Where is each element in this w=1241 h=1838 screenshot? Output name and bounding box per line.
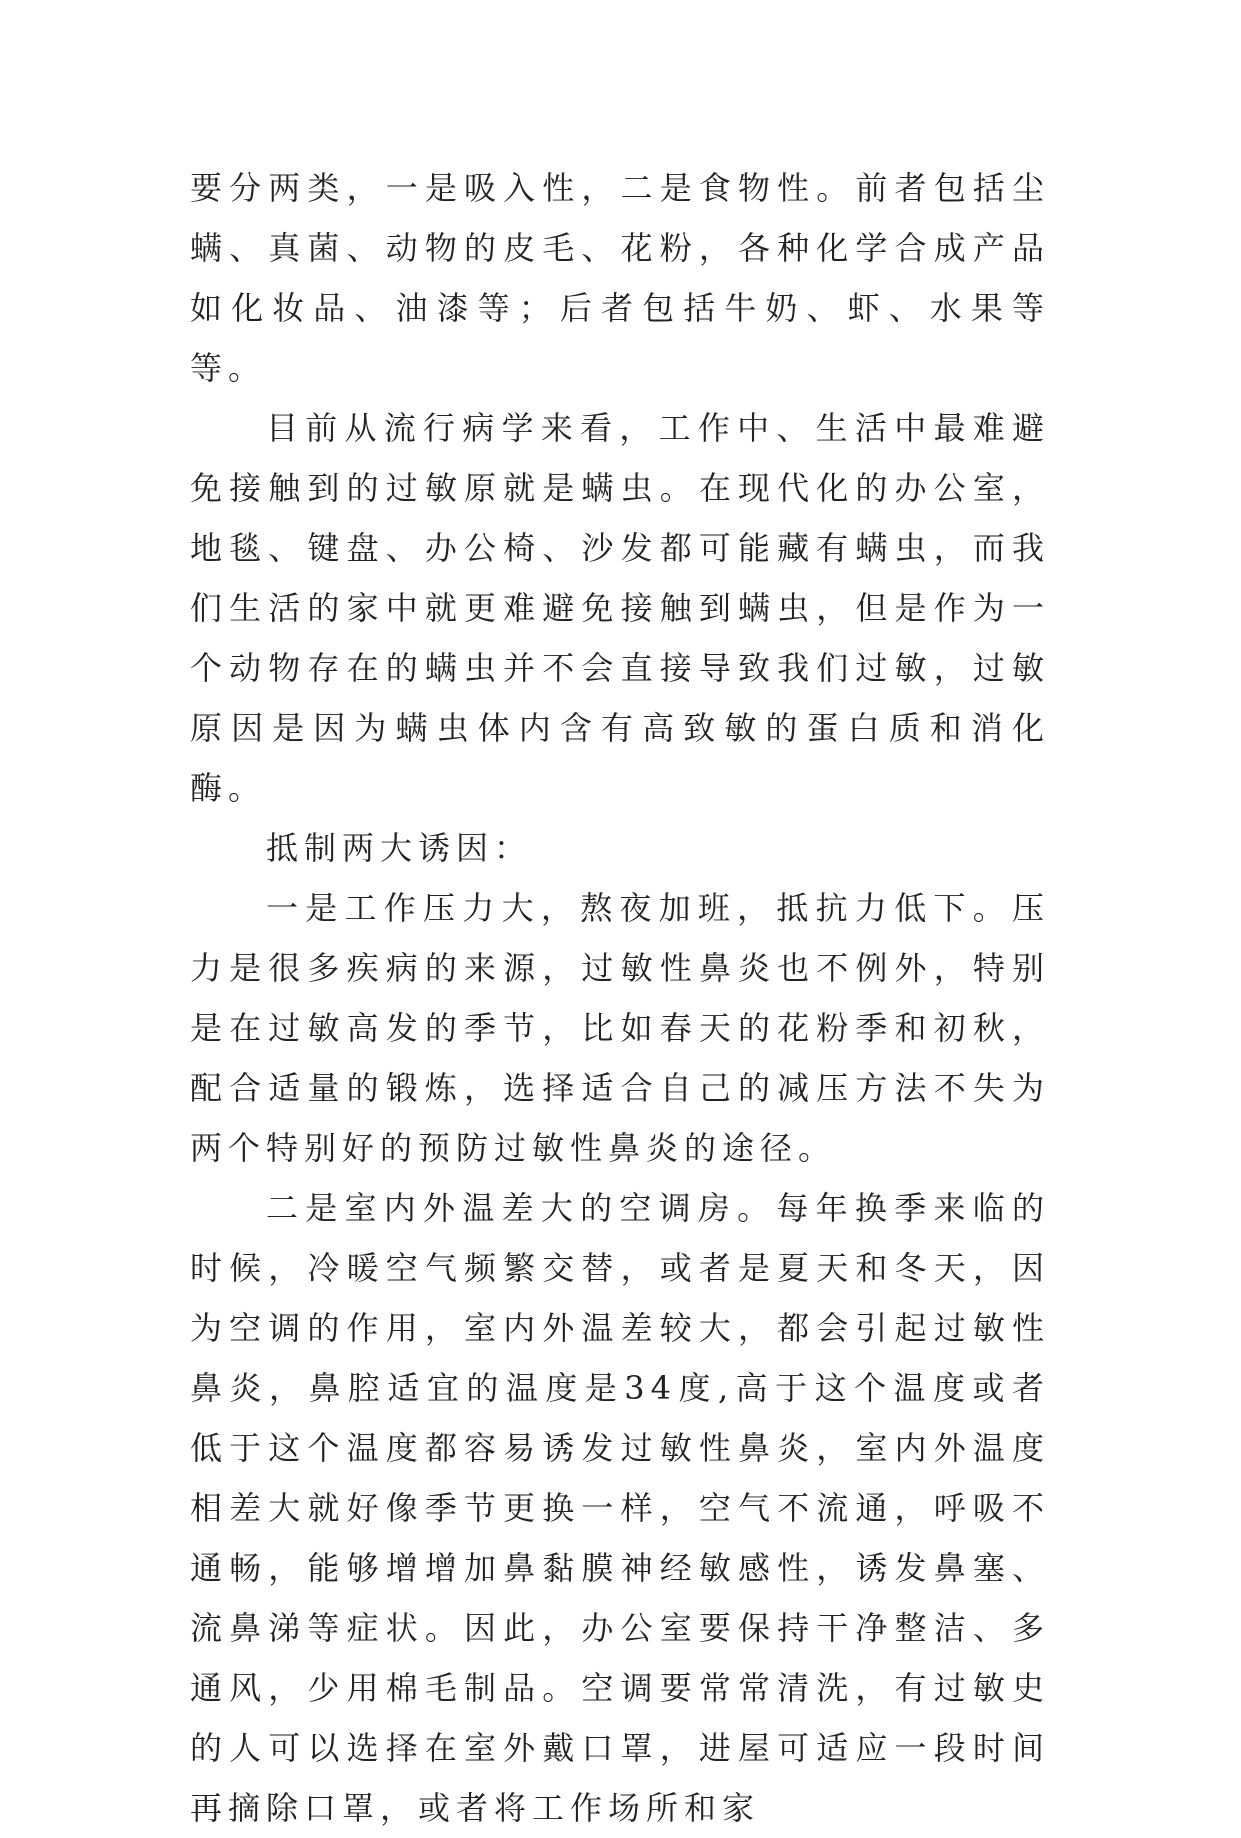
paragraph-allergen-types: 要分两类，一是吸入性，二是食物性。前者包括尘螨、真菌、动物的皮毛、花粉，各种化学合成产品如化妆品、油漆等；后者包括牛奶、虾、水果等等。 <box>190 169 1050 387</box>
paragraph-mites: 目前从流行病学来看，工作中、生活中最难避免接触到的过敏原就是螨虫。在现代化的办公室，地毯、键盘、办公椅、沙发都可能藏有螨虫，而我们生活的家中就更难避免接触到螨虫，但是作为一个动物存在的螨虫并不会直接导致我们过敏，过敏原因是因为螨虫体内含有高致敏的蛋白质和消化酶。 <box>190 409 1050 807</box>
document-body <box>190 158 1050 1838</box>
paragraph-air-conditioning: 二是室内外温差大的空调房。每年换季来临的时候，冷暖空气频繁交替，或者是夏天和冬天，因为空调的作用，室内外温差较大，都会引起过敏性鼻炎，鼻腔适宜的温度是34度,高于这个温度或者低于这个温度都容易诱发过敏性鼻炎，室内外温度相差大就好像季节更换一样，空气不流通，呼吸不通畅，能够增增加鼻黏膜神经敏感性，诱发鼻塞、流鼻涕等症状。因此，办公室要保持干净整洁、多通风，少用棉毛制品。空调要常常清洗，有过敏史的人可以选择在室外戴口罩，进屋可适应一段时间再摘除口罩，或者将工作场所和家 <box>190 1189 1050 1827</box>
paragraph-work-pressure: 一是工作压力大，熬夜加班，抵抗力低下。压力是很多疾病的来源，过敏性鼻炎也不例外，特别是在过敏高发的季节，比如春天的花粉季和初秋，配合适量的锻炼，选择适合自己的减压方法不失为两个特别好的预防过敏性鼻炎的途径。 <box>190 889 1050 1167</box>
paragraph-heading-triggers: 抵制两大诱因： <box>266 829 533 867</box>
